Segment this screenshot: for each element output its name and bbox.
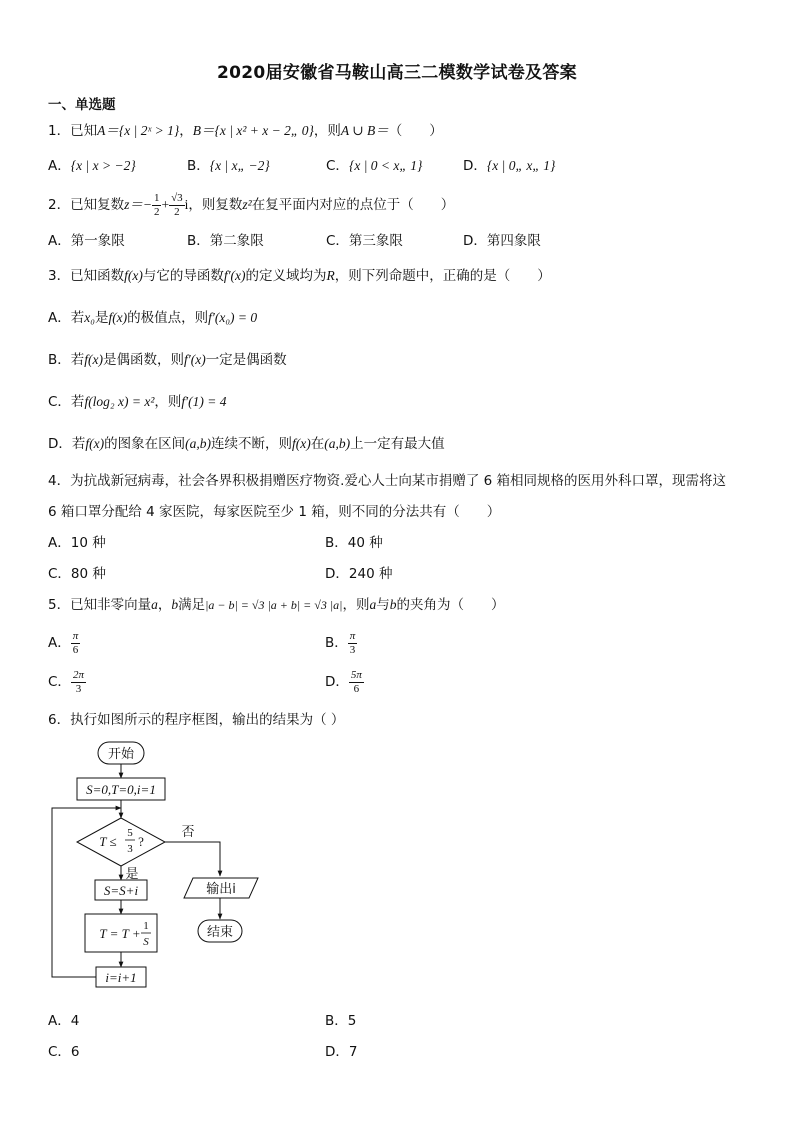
q5-optC-num: 2π <box>72 668 84 681</box>
flow-init-label: S=0,T=0,i=1 <box>86 782 156 797</box>
q2-frac1-den: 2 <box>153 205 160 218</box>
q1-comma: ， <box>179 123 193 139</box>
q3-optD-f2: f(x) <box>292 436 311 451</box>
q2-frac2-den: 2 <box>174 205 180 218</box>
q3-option-a[interactable] <box>48 308 257 328</box>
q3-optB-fp: f′(x) <box>184 352 206 367</box>
q3-f-prime: f′(x) <box>223 268 246 283</box>
q5-optD-num: 5π <box>350 668 362 681</box>
q5-optB-den: 3 <box>349 643 356 656</box>
flow-cond-den: 3 <box>127 843 133 855</box>
q5-optC-den: 3 <box>75 682 82 695</box>
q3-optA-a: A．若 <box>48 310 85 326</box>
flow-cond-num: 5 <box>127 827 133 839</box>
q5-equation: |a − b| = √3 |a + b| = √3 |a| <box>205 598 343 612</box>
q6-option-b[interactable]: B．5 <box>325 1013 357 1029</box>
q3-stem-a: 3．已知函数 <box>48 268 125 284</box>
q4-option-b[interactable]: B．40 种 <box>325 535 383 551</box>
q1-set-b: B＝{x | x² + x − 2„ 0} <box>192 123 314 138</box>
flow-no-label: 否 <box>181 825 195 840</box>
q6-stem: 6．执行如图所示的程序框图，输出的结果为（ ） <box>48 712 345 728</box>
flow-end-label: 结束 <box>206 925 234 940</box>
flow-cond-lhs: T ≤ <box>99 834 117 849</box>
q3-optD-ab: (a,b) <box>185 436 212 451</box>
q6-option-a[interactable]: A．4 <box>48 1013 80 1029</box>
q1-option-b-value: {x | x„ −2} <box>209 158 270 173</box>
q2-option-c[interactable]: C．第三象限 <box>326 233 403 249</box>
q5-vector-b-2: b <box>389 597 397 612</box>
q6-option-c[interactable]: C．6 <box>48 1044 80 1060</box>
q1-option-c-letter: C． <box>326 158 349 174</box>
q5-cond: 满足 <box>178 597 206 613</box>
q3-optD-f: f(x) <box>85 436 105 451</box>
q5-option-d[interactable] <box>325 667 364 697</box>
q2-rest: ，则复数 <box>188 197 243 213</box>
q3-optA-c: 的极值点，则 <box>127 310 209 326</box>
q1-ask: ，则 <box>313 123 341 139</box>
question-1-stem <box>48 121 443 141</box>
q2-option-a[interactable]: A．第一象限 <box>48 233 125 249</box>
flow-step2-den: S <box>143 936 149 948</box>
flow-step2-num: 1 <box>143 920 149 932</box>
question-2-stem <box>48 190 454 220</box>
q3-optA-f: f(x) <box>108 310 128 325</box>
q5-optC-letter: C． <box>48 674 71 690</box>
q3-optA-x0: x₀ <box>84 310 95 325</box>
q1-option-d-letter: D． <box>463 158 487 174</box>
q5-optB-letter: B． <box>325 635 348 651</box>
q1-option-a-value: {x | x > −2} <box>70 158 136 173</box>
q3-optD-ab2: (a,b) <box>324 436 351 451</box>
q4-option-d[interactable]: D．240 种 <box>325 566 393 582</box>
flow-output-label: 输出i <box>206 882 236 897</box>
q3-optD-e: 上一定有最大值 <box>350 436 445 452</box>
q3-optB-f: f(x) <box>84 352 103 367</box>
flow-step1-label: S=S+i <box>103 883 139 898</box>
q1-option-d[interactable] <box>463 156 555 176</box>
q3-f: f(x) <box>124 268 143 283</box>
q1-option-d-value: {x | 0„ x„ 1} <box>486 158 556 173</box>
q3-optA-b: 是 <box>94 310 109 326</box>
q5-optA-fraction <box>71 631 81 656</box>
q1-option-b[interactable] <box>187 156 270 176</box>
q3-optB-c: 一定是偶函数 <box>205 352 287 368</box>
q3-optB-a: B．若 <box>48 352 85 368</box>
flow-step2-lhs: T = T + <box>99 926 141 941</box>
q3-optD-d: 在 <box>310 436 325 452</box>
q1-option-c[interactable] <box>326 156 422 176</box>
q4-option-a[interactable]: A．10 种 <box>48 535 106 551</box>
flowchart-svg <box>48 738 278 1000</box>
q5-ask-a: ，则 <box>342 597 370 613</box>
q2-frac1-num: 1 <box>153 191 160 204</box>
q1-set-a: A＝{x | 2ˣ > 1} <box>97 123 180 138</box>
q5-optB-fraction <box>348 631 358 656</box>
q2-option-b[interactable]: B．第二象限 <box>187 233 264 249</box>
q6-option-d[interactable]: D．7 <box>325 1044 358 1060</box>
q2-imag-unit: i <box>184 197 189 212</box>
q5-vector-a: a <box>151 597 158 612</box>
q1-option-c-value: {x | 0 < x„ 1} <box>348 158 423 173</box>
q1-option-a-letter: A． <box>48 158 71 174</box>
q3-real-set: R <box>326 268 335 283</box>
flow-yes-label: 是 <box>125 867 139 882</box>
q2-z-squared: z² <box>242 197 252 212</box>
q5-optD-den: 6 <box>353 682 360 695</box>
q4-option-c[interactable]: C．80 种 <box>48 566 106 582</box>
q3-optC-eq: f(log₂ x) = x² <box>84 394 155 409</box>
q3-optC-eq2: f′(1) = 4 <box>181 394 227 409</box>
q3-optA-eq: f′(x₀) = 0 <box>208 310 258 325</box>
q5-optD-letter: D． <box>325 674 349 690</box>
q1-option-b-letter: B． <box>187 158 210 174</box>
q3-option-c[interactable] <box>48 392 226 412</box>
q5-option-b[interactable] <box>325 628 357 658</box>
q2-frac2-num: √3 <box>171 191 183 204</box>
q2-plus: + <box>161 197 170 212</box>
question-5-stem <box>48 595 504 615</box>
q5-vector-a-2: a <box>369 597 377 612</box>
q3-stem-b: 与它的导函数 <box>142 268 224 284</box>
q1-stem-text: 1．已知 <box>48 123 98 139</box>
q5-optD-fraction <box>349 670 364 695</box>
q3-optC-b: ，则 <box>154 394 182 410</box>
q5-optC-fraction <box>71 670 86 695</box>
q3-optC-a: C．若 <box>48 394 85 410</box>
q5-optA-letter: A． <box>48 635 71 651</box>
flowchart <box>48 738 278 1004</box>
q3-option-b[interactable] <box>48 350 287 370</box>
q5-sep: ， <box>157 597 172 613</box>
q1-option-a[interactable] <box>48 156 136 176</box>
flow-cond-q: ? <box>138 834 144 849</box>
section-heading: 一、单选题 <box>48 97 116 113</box>
flow-decision-diamond <box>77 818 165 866</box>
q3-option-d[interactable] <box>48 434 445 454</box>
q3-optD-b: 的图象在区间 <box>104 436 186 452</box>
q3-optD-a: D．若 <box>48 436 86 452</box>
q5-optA-num: π <box>72 629 79 642</box>
q2-z-lhs: z＝− <box>124 197 152 212</box>
q2-fraction-2 <box>169 193 185 218</box>
q2-rest2: 在复平面内对应的点位于（ ） <box>251 197 455 213</box>
q5-optB-num: π <box>349 629 356 642</box>
q5-ask-c: 的夹角为（ ） <box>396 597 505 613</box>
q3-stem-d: ，则下列命题中，正确的是（ ） <box>334 268 551 284</box>
q5-vector-b: b <box>171 597 179 612</box>
q3-optD-c: 连续不断，则 <box>211 436 293 452</box>
question-3-stem <box>48 266 551 286</box>
q4-stem-line2: 6 箱口罩分配给 4 家医院，每家医院至少 1 箱，则不同的分法共有（ ） <box>48 504 501 520</box>
flow-step3-label: i=i+1 <box>105 970 137 985</box>
flow-start-label: 开始 <box>107 747 135 762</box>
q5-ask-b: 与 <box>376 597 390 613</box>
q5-optA-den: 6 <box>72 643 79 656</box>
q1-paren: （ ） <box>388 123 443 139</box>
q2-stem-text: 2．已知复数 <box>48 197 125 213</box>
q3-optB-b: 是偶函数，则 <box>103 352 184 368</box>
q3-stem-c: 的定义域均为 <box>245 268 327 284</box>
q4-stem-line1: 4．为抗战新冠病毒，社会各界积极捐赠医疗物资.爱心人士向某市捐赠了 6 箱相同规格的医用外科口罩，现需将这 <box>48 473 727 489</box>
page-title: 2020届安徽省马鞍山高三二模数学试卷及答案 <box>217 63 577 83</box>
q5-stem-text: 5．已知非零向量 <box>48 597 152 613</box>
q2-option-d[interactable]: D．第四象限 <box>463 233 541 249</box>
q1-union: A ∪ B＝ <box>340 123 389 138</box>
q5-option-a[interactable] <box>48 628 80 658</box>
q5-option-c[interactable] <box>48 667 86 697</box>
